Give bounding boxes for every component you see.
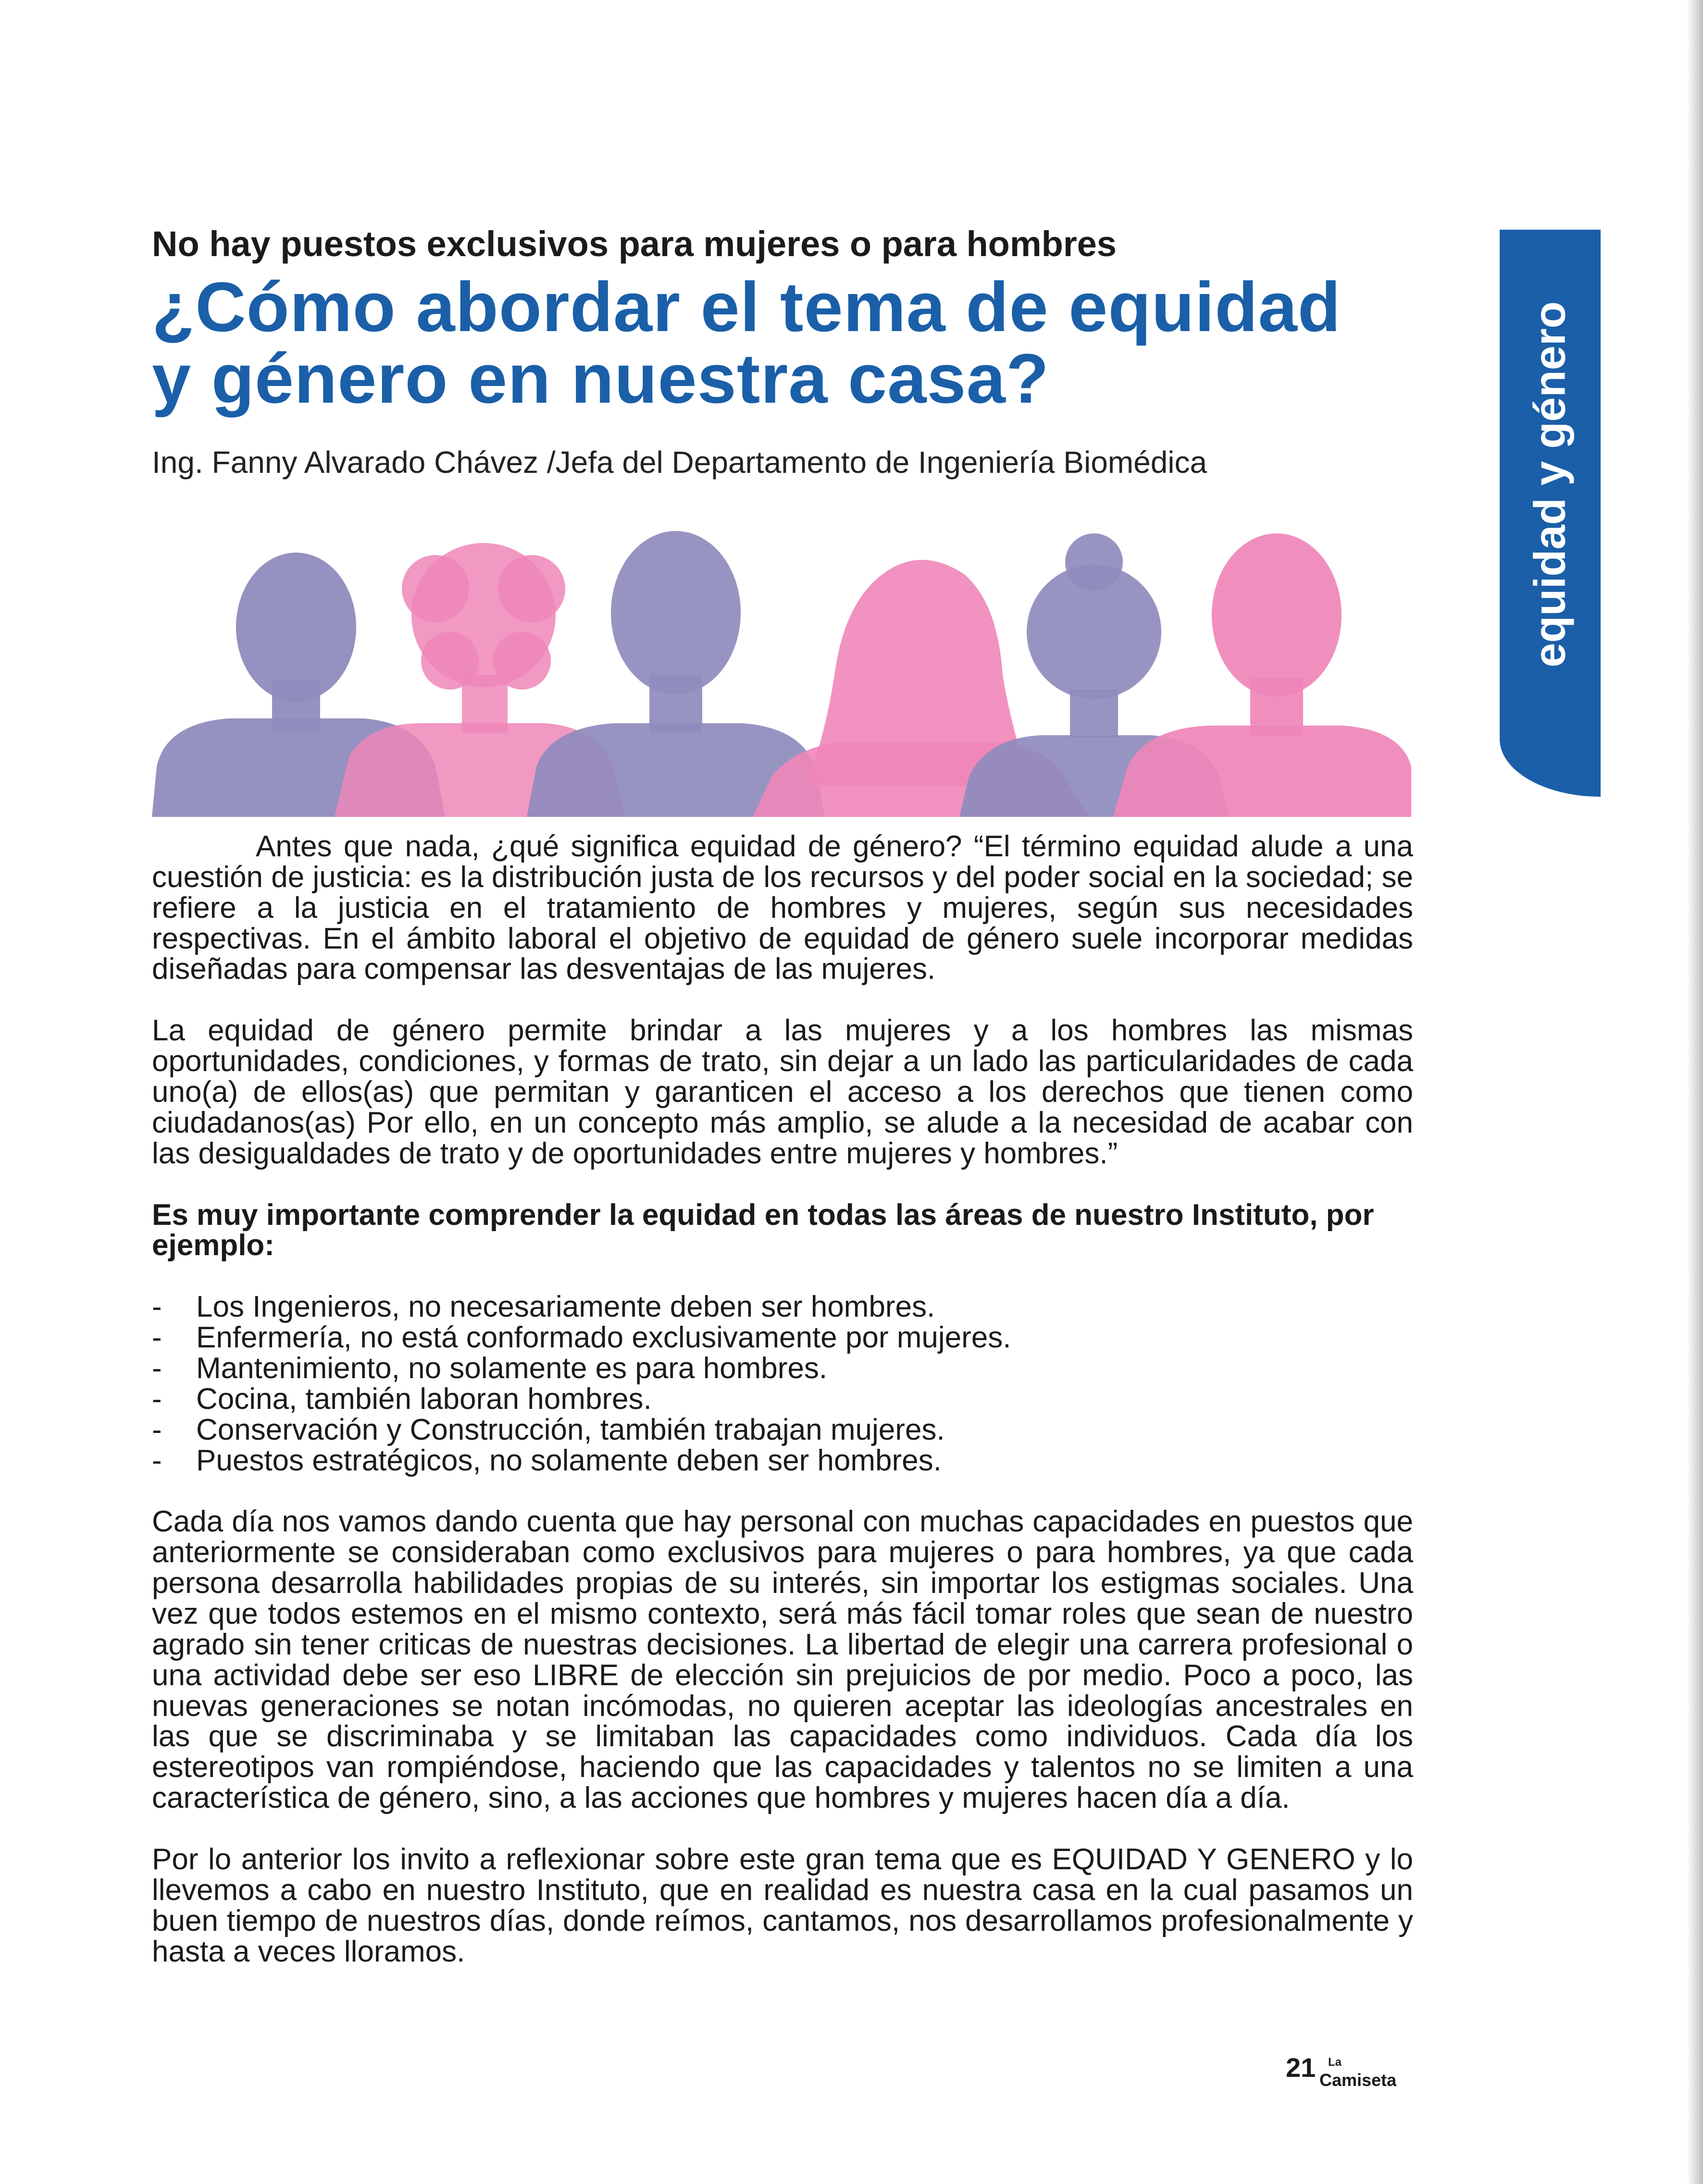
section-tab [1500,230,1601,797]
silhouettes-graphic [152,517,1411,817]
list-item: - Conservación y Construcción, también trabajan mujeres. [152,1413,945,1446]
title-line-2: y género en nuestra casa? [152,339,1049,418]
list-item: - Cocina, también laboran hombres. [152,1382,652,1416]
emphasis-paragraph: Es muy importante comprender la equidad en todas las áreas de nuestro Instituto, por ejemplo: [152,1198,1374,1262]
magazine-prefix: La [1328,2056,1342,2069]
paragraph-3: Cada día nos vamos dando cuenta que hay personal con muchas capacidades en puestos que anteriormente se consideraban como exclusivos para mujeres o para hombres, ya que cada persona desarrolla habilidades propias de su interés, sin importar los estigmas sociales. Una vez que todos estemos en el mismo contexto, será más fácil tomar roles que sean de nuestro agrado sin tener criticas de nuestras decisiones. La libertad de elegir una carrera profesional o una actividad debe ser eso LIBRE de elección sin prejuicios de por medio. Poco a poco, las nuevas generaciones se notan incómodas, no quieren aceptar las ideologías ancestrales en las que se discriminaba y se limitaban las capacidades como individuos. Cada día los estereotipos van rompiéndose, haciendo que las capacidades y talentos no se limiten a una característica de género, sino, a las acciones que hombres y mujeres hacen día a día. [152,1505,1413,1815]
page-number: 21 [1286,2052,1316,2083]
paragraph-1: Antes que nada, ¿qué significa equidad de género? “El término equidad alude a una cuestión de justicia: es la distribución justa de los recursos y del poder social en la sociedad; se refiere a la justicia en el tratamiento de hombres y mujeres, según sus necesidades respectivas. En el ámbito laboral el objetivo de equidad de género suele incorporar medidas diseñadas para compensar las desventajas de las mujeres. [152,830,1413,986]
examples-list [152,1292,1413,1476]
paragraph-4: Por lo anterior los invito a reflexionar sobre este gran tema que es EQUIDAD Y GENERO y lo llevemos a cabo en nuestro Instituto, que en realidad es nuestra casa en la cual pasamos un buen tiempo de nuestros días, donde reímos, cantamos, nos desarrollamos profesionalmente y hasta a veces lloramos. [152,1843,1413,1968]
list-item: - Puestos estratégicos, no solamente deben ser hombres. [152,1444,942,1477]
list-item: - Los Ingenieros, no necesariamente deben ser hombres. [152,1290,935,1324]
page-footer [1286,2052,1430,2095]
silhouette-man-3 [1113,533,1411,817]
silhouettes-illustration [152,517,1411,817]
page-edge-shadow [1687,0,1703,2184]
article-body [152,831,1413,1967]
paragraph-2: La equidad de género permite brindar a las mujeres y a los hombres las mismas oportunidades, condiciones, y formas de trato, sin dejar a un lado las particularidades de cada uno(a) de ellos(as) que permitan y garanticen el acceso a los derechos que tienen como ciudadanos(as) Por ello, en un concepto más amplio, se alude a la necesidad de acabar con las desigualdades de trato y de oportunidades entre mujeres y hombres.” [152,1014,1413,1170]
article-author: Ing. Fanny Alvarado Chávez /Jefa del Departamento de Ingeniería Biomédica [152,445,1207,480]
article-title [152,268,1498,418]
title-line-1: ¿Cómo abordar el tema de equidad [152,268,1341,346]
list-item: - Mantenimiento, no solamente es para hombres. [152,1352,828,1385]
list-item: - Enfermería, no está conformado exclusivamente por mujeres. [152,1321,1011,1355]
section-tab-label: equidad y género [1525,301,1575,667]
magazine-name: Camiseta [1319,2070,1397,2090]
article-subtitle: No hay puestos exclusivos para mujeres o para hombres [152,224,1117,264]
